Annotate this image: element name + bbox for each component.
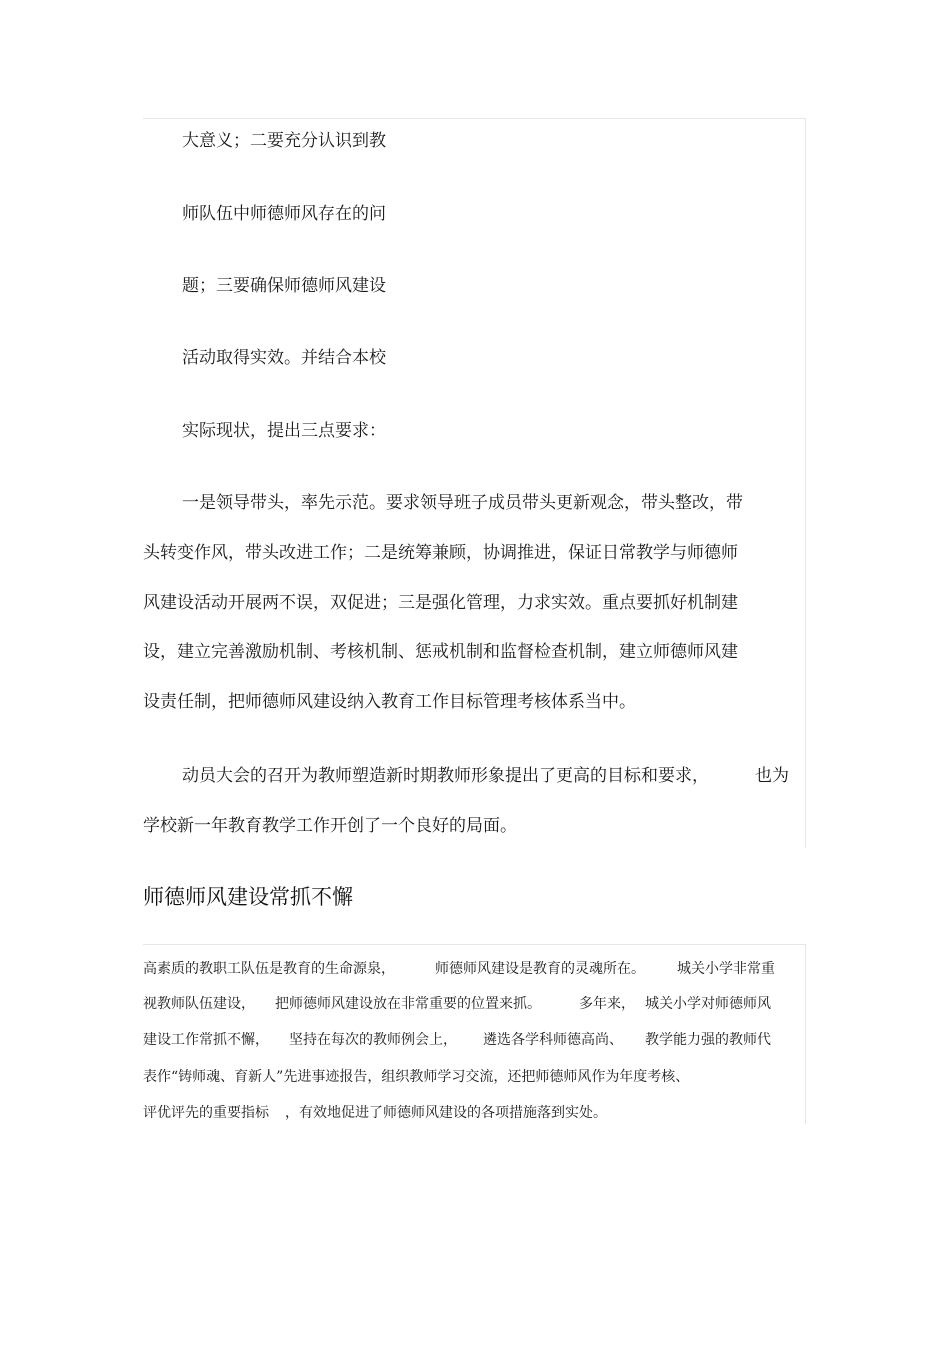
section2-line-3-part-d: 教学能力强的教师代 bbox=[645, 1032, 771, 1048]
narrow-line-4: 活动取得实效。并结合本校 bbox=[182, 348, 386, 368]
section2-line-5-part-b: ，有效地促进了师德师风建设的各项措施落到实处。 bbox=[285, 1105, 607, 1121]
narrow-line-5: 实际现状，提出三点要求： bbox=[182, 421, 386, 441]
paragraph2-line-1-part-a: 动员大会的召开为教师塑造新时期教师形象提出了更高的目标和要求， bbox=[182, 766, 709, 786]
paragraph2-line-1-part-b: 也为 bbox=[755, 766, 789, 786]
section2-line-1-part-b: 师德师风建设是教育的灵魂所在。 bbox=[435, 961, 645, 977]
section2-line-2-part-d: 城关小学对师德师风 bbox=[645, 996, 771, 1012]
paragraph2-line-1 bbox=[182, 765, 789, 787]
paragraph1-line-4: 设，建立完善激励机制、考核机制、惩戒机制和监督检查机制，建立师德师风建 bbox=[143, 642, 738, 662]
section2-line-2-part-c: 多年来， bbox=[579, 996, 635, 1012]
section2-line-2 bbox=[143, 994, 771, 1014]
paragraph2-line-2: 学校新一年教育教学工作开创了一个良好的局面。 bbox=[143, 816, 517, 836]
narrow-line-1: 大意义；二要充分认识到教 bbox=[182, 131, 386, 151]
section2-line-3-part-a: 建设工作常抓不懈， bbox=[143, 1032, 269, 1048]
section-heading: 师德师风建设常抓不懈 bbox=[143, 885, 353, 909]
text-frame-top bbox=[143, 118, 806, 848]
paragraph1-line-3: 风建设活动开展两不误，双促进；三是强化管理，力求实效。重点要抓好机制建 bbox=[143, 593, 738, 613]
section2-line-4: 表作“铸师魂、育新人”先进事迹报告，组织教师学习交流，还把师德师风作为年度考核、 bbox=[143, 1069, 690, 1085]
section2-line-5 bbox=[143, 1103, 607, 1123]
paragraph1-line-5: 设责任制，把师德师风建设纳入教育工作目标管理考核体系当中。 bbox=[143, 692, 636, 712]
paragraph1-line-2: 头转变作风，带头改进工作；二是统筹兼顾，协调推进，保证日常教学与师德师 bbox=[143, 543, 738, 563]
section2-line-3 bbox=[143, 1030, 771, 1050]
section2-line-3-part-c: 遴选各学科师德高尚、 bbox=[483, 1032, 623, 1048]
paragraph1-line-1: 一是领导带头，率先示范。要求领导班子成员带头更新观念，带头整改，带 bbox=[182, 493, 743, 513]
section2-line-5-part-a: 评优评先的重要指标 bbox=[143, 1105, 269, 1121]
section2-line-2-part-b: 把师德师风建设放在非常重要的位置来抓。 bbox=[275, 996, 541, 1012]
section2-line-1 bbox=[143, 959, 775, 979]
narrow-line-2: 师队伍中师德师风存在的问 bbox=[182, 204, 386, 224]
section2-line-3-part-b: 坚持在每次的教师例会上， bbox=[289, 1032, 457, 1048]
section2-line-1-part-c: 城关小学非常重 bbox=[677, 961, 775, 977]
section2-line-1-part-a: 高素质的教职工队伍是教育的生命源泉， bbox=[143, 961, 395, 977]
section2-line-2-part-a: 视教师队伍建设， bbox=[143, 996, 255, 1012]
narrow-line-3: 题；三要确保师德师风建设 bbox=[182, 276, 386, 296]
